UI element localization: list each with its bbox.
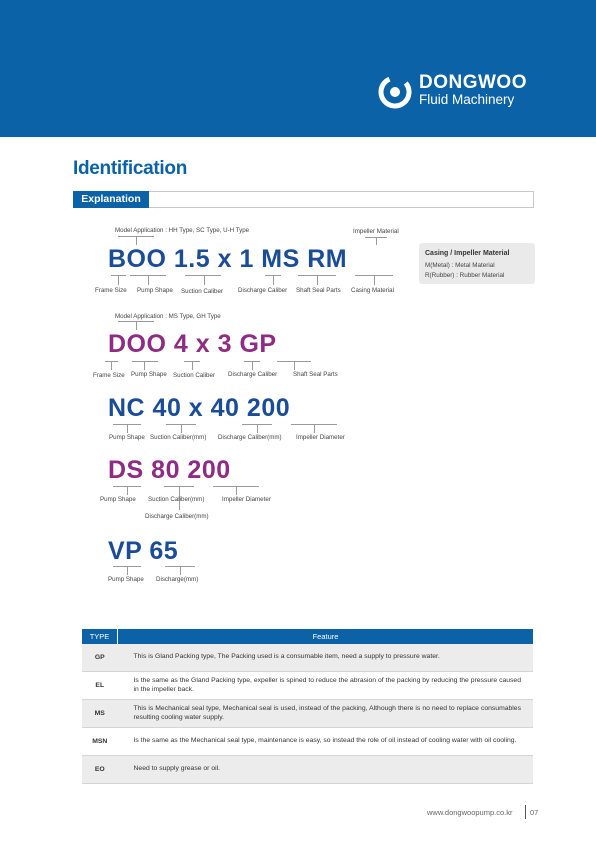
type-code: EL xyxy=(82,672,118,700)
label-shaft-seal-parts: Shaft Seal Parts xyxy=(296,287,341,294)
label-suction-caliber-mm: Suction Caliber(mm) xyxy=(148,496,205,503)
footer-divider xyxy=(525,805,526,819)
dongwoo-logo-icon xyxy=(378,75,412,109)
brand-subtitle: Fluid Machinery xyxy=(419,92,515,107)
table-row xyxy=(82,728,533,756)
material-note-title: Casing / Impeller Material xyxy=(425,250,510,257)
leader-line xyxy=(127,424,128,433)
leader-line xyxy=(148,275,149,285)
model-code-ds: DS 80 200 xyxy=(108,456,231,484)
label-discharge-mm: Discharge(mm) xyxy=(156,576,199,583)
table-header-row xyxy=(82,629,533,644)
leader-line xyxy=(132,361,158,362)
leader-line xyxy=(317,275,318,285)
leader-line xyxy=(144,361,145,370)
model-application-label: Model Application : MS Type, GH Type xyxy=(115,313,221,320)
leader-line xyxy=(252,361,253,370)
label-pump-shape: Pump Shape xyxy=(137,287,173,294)
leader-line xyxy=(180,566,181,575)
type-feature: This is Mechanical seal type, Mechanical seal is used, instead of the packing, Although there is no need to replace consumables resulting cooling water supply. xyxy=(118,700,534,728)
leader-line xyxy=(294,361,295,370)
type-feature: Is the same as the Gland Packing type, expeller is spined to reduce the abrasion of the packing by reducing the pressure caused in the impeller back. xyxy=(118,672,534,700)
label-pump-shape: Pump Shape xyxy=(100,496,136,503)
leader-line xyxy=(181,424,182,433)
leader-line xyxy=(136,236,137,245)
model-code-doo: DOO 4 x 3 GP xyxy=(108,330,277,358)
label-suction-caliber: Suction Caliber xyxy=(181,288,223,295)
leader-line xyxy=(204,275,205,285)
label-discharge-caliber: Discharge Caliber xyxy=(228,371,278,378)
type-feature: Need to supply grease or oil. xyxy=(118,756,534,784)
type-code: MSN xyxy=(82,728,118,756)
label-discharge-caliber: Discharge Caliber xyxy=(238,287,288,294)
label-impeller-diameter: Impeller Diameter xyxy=(296,434,345,441)
leader-line xyxy=(127,566,128,575)
leader-line xyxy=(127,486,128,495)
label-suction-caliber: Suction Caliber xyxy=(173,372,215,379)
material-note-line: R(Rubber) : Rubber Material xyxy=(425,272,505,279)
table-row xyxy=(82,756,533,784)
section-label: Explanation xyxy=(73,191,149,208)
model-application-label: Model Application : HH Type, SC Type, U-H Type xyxy=(115,227,250,234)
label-discharge-caliber-mm: Discharge Caliber(mm) xyxy=(218,434,282,441)
type-feature: Is the same as the Mechanical seal type, maintenance is easy, so instead the role of oil instead of cooling water with oil cooling. xyxy=(118,728,534,756)
footer-url: www.dongwoopump.co.kr xyxy=(427,808,513,817)
label-discharge-caliber-mm: Discharge Caliber(mm) xyxy=(145,513,209,520)
label-impeller-diameter: Impeller Diameter xyxy=(222,496,271,503)
leader-line xyxy=(185,275,221,276)
leader-line xyxy=(257,424,258,433)
label-suction-caliber-mm: Suction Caliber(mm) xyxy=(150,434,207,441)
page-title: Identification xyxy=(73,158,188,179)
model-code-nc: NC 40 x 40 200 xyxy=(108,394,291,422)
leader-line xyxy=(136,321,137,330)
leader-line xyxy=(314,424,315,433)
label-frame-size: Frame Size xyxy=(93,372,125,379)
model-code-boo: BOO 1.5 x 1 MS RM xyxy=(108,245,348,273)
page-header xyxy=(0,0,596,137)
type-code: MS xyxy=(82,700,118,728)
leader-line xyxy=(192,361,193,370)
type-code: GP xyxy=(82,644,118,672)
table-row xyxy=(82,672,533,700)
page-number: 07 xyxy=(530,808,539,817)
table-row xyxy=(82,644,533,672)
column-header-feature: Feature xyxy=(118,629,534,644)
material-note-line: M(Metal) : Metal Material xyxy=(425,262,495,269)
type-feature-table xyxy=(82,629,533,784)
label-shaft-seal-parts: Shaft Seal Parts xyxy=(293,371,338,378)
label-pump-shape: Pump Shape xyxy=(109,434,145,441)
table-row xyxy=(82,700,533,728)
brand-name: DONGWOO xyxy=(419,72,527,93)
model-code-vp: VP 65 xyxy=(108,537,179,565)
label-frame-size: Frame Size xyxy=(95,287,127,294)
type-code: EO xyxy=(82,756,118,784)
label-pump-shape: Pump Shape xyxy=(131,371,167,378)
type-feature: This is Gland Packing type, The Packing used is a consumable item, need a supply to pressure water. xyxy=(118,644,534,672)
leader-line xyxy=(374,275,375,285)
label-casing-material: Casing Material xyxy=(351,287,394,294)
label-pump-shape: Pump Shape xyxy=(108,576,144,583)
leader-line xyxy=(118,275,119,285)
leader-line xyxy=(236,486,237,495)
column-header-type: TYPE xyxy=(82,629,118,644)
leader-line xyxy=(376,237,377,245)
leader-line xyxy=(111,361,112,370)
impeller-material-label: Impeller Material xyxy=(353,228,399,235)
leader-line xyxy=(273,275,274,285)
